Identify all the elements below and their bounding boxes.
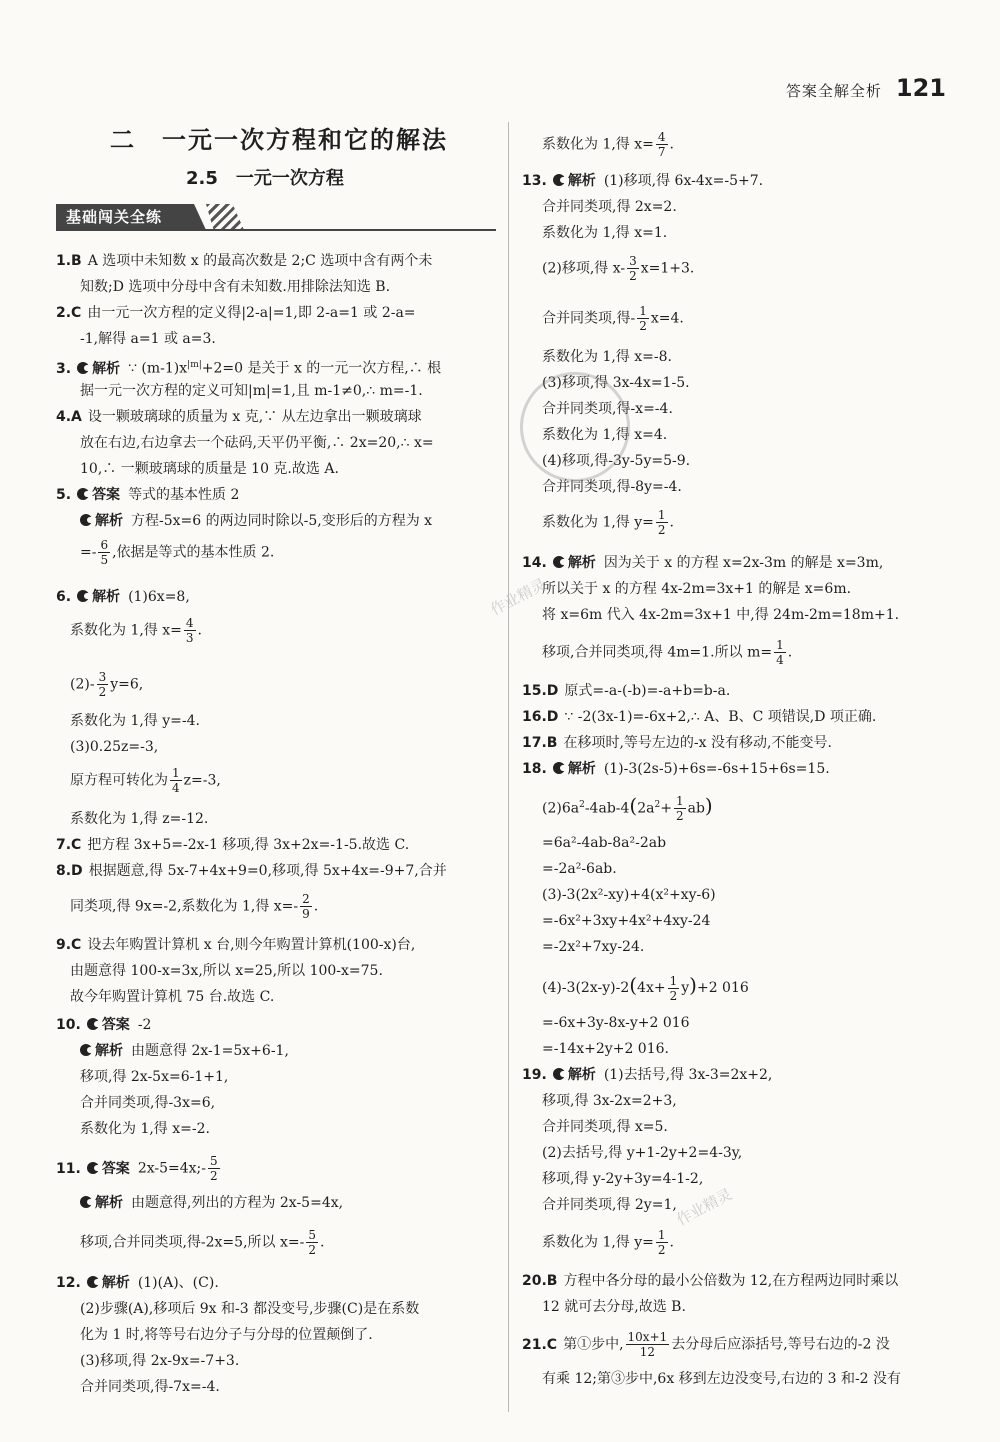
q2-text: 由一元一次方程的定义得|2-a|=1,即 2-a=1 或 2-a=: [87, 305, 416, 321]
q17-number: 17.B: [522, 735, 558, 751]
q5-answer-tag: 答案: [92, 487, 121, 503]
numerator: 10x+1: [627, 1330, 668, 1344]
q14-tail: .: [787, 644, 793, 661]
q18-line7: =-2x²+7xy-24.: [542, 939, 645, 955]
numerator: 1: [657, 1228, 666, 1242]
q9-line3: 故今年购置计算机 75 台.故选 C.: [70, 989, 275, 1005]
numerator: 5: [210, 1154, 218, 1168]
answer-icon: [87, 1018, 99, 1030]
q18-line1: [522, 756, 830, 782]
q18-l2d: +: [660, 800, 672, 817]
q7-number: 7.C: [56, 837, 82, 853]
numerator: 6: [100, 538, 109, 552]
q6-line5: (3)0.25z=-3,: [70, 739, 159, 755]
q6-l3-tail: y=6,: [110, 676, 144, 693]
denominator: 7: [657, 145, 666, 159]
paren-open: (: [629, 793, 638, 818]
page-number: 121: [895, 74, 946, 102]
q13-l4-tail: x=1+3.: [640, 260, 695, 277]
q5-line2: [80, 508, 432, 534]
q14-line2: 所以关于 x 的方程 4x-2m=3x+1 的解是 x=6m.: [542, 581, 852, 597]
page-header: [786, 74, 946, 102]
q3-number: 3.: [56, 360, 72, 377]
q11-tail: .: [319, 1234, 325, 1251]
fraction: [627, 254, 639, 283]
q18-l2e: ab: [687, 800, 705, 817]
q18-line10: =-14x+2y+2 016.: [542, 1041, 669, 1057]
q19-text: (1)去括号,得 3x-3=2x+2,: [603, 1067, 773, 1083]
q10-line5: 系数化为 1,得 x=-2.: [80, 1121, 210, 1137]
q18-l2a: (2)6a: [542, 800, 580, 817]
q12c-text: 系数化为 1,得 x=: [542, 136, 654, 153]
q20-line1: [522, 1268, 898, 1294]
banner-text: 基础闯关全练: [66, 208, 163, 226]
q6-l2-tail: .: [197, 622, 202, 639]
q5-text: 方程-5x=6 的两边同时除以-5,变形后的方程为 x: [131, 513, 433, 529]
fraction: [668, 974, 680, 1003]
q18-l2c: 2a: [637, 800, 655, 817]
paren-close: ): [689, 973, 697, 997]
q14-l4: 移项,合并同类项,得 4m=1.所以 m=: [542, 644, 773, 661]
fraction: [208, 1154, 220, 1183]
analysis-icon: [553, 174, 565, 186]
q19-line4: (2)去括号,得 y+1-2y+2=4-3y,: [542, 1145, 743, 1161]
q9-number: 9.C: [56, 937, 82, 953]
fraction: [306, 1228, 318, 1257]
analysis-icon: [80, 1196, 92, 1208]
q8-line1: [56, 858, 447, 884]
q19-number: 19.: [522, 1067, 547, 1083]
q7-text: 把方程 3x+5=-2x-1 移项,得 3x+2x=-1-5.故选 C.: [87, 837, 410, 853]
q8-text: 根据题意,得 5x-7+4x+9=0,移项,得 5x+4x=-9+7,合并: [88, 863, 447, 879]
q7-line1: [56, 832, 409, 858]
q8-l2: 同类项,得 9x=-2,系数化为 1,得 x=-: [70, 898, 299, 915]
q13-tag: 解析: [567, 173, 596, 189]
header-label: 答案全解全析: [785, 82, 882, 100]
q17-line1: [522, 730, 832, 756]
q18-text: (1)-3(2s-5)+6s=-6s+15+6s=15.: [603, 761, 830, 777]
q18-line8: [542, 972, 749, 1003]
q6-number: 6.: [56, 589, 72, 605]
analysis-icon: [77, 590, 89, 602]
denominator: 2: [657, 1243, 666, 1257]
q1-line2: 知数;D 选项中分母中含有未知数.用排除法知选 B.: [80, 279, 391, 295]
q13-l12: 系数化为 1,得 y=: [542, 514, 654, 531]
q19-line1: [522, 1062, 772, 1088]
q11-line1: [56, 1154, 222, 1183]
q21-line2: 有乘 12;第③步中,6x 移到左边没变号,右边的 3 和-2 没有: [542, 1371, 902, 1387]
q10-answer: -2: [137, 1017, 152, 1033]
q18-line6: =-6x²+3xy+4x²+4xy-24: [542, 913, 711, 929]
q16-line1: [522, 704, 876, 730]
denominator: 2: [675, 809, 684, 824]
fraction: [674, 794, 686, 823]
q6-line4: 系数化为 1,得 y=-4.: [70, 713, 200, 729]
q13-line8: 合并同类项,得-x=-4.: [542, 401, 673, 417]
denominator: 5: [100, 553, 109, 567]
chapter-title: 二 一元一次方程和它的解法: [110, 126, 448, 154]
q20-text: 方程中各分母的最小公倍数为 12,在方程两边同时乘以: [563, 1273, 899, 1289]
denominator: 2: [210, 1169, 218, 1183]
fraction: [98, 538, 110, 567]
q3-text-b: +2=0 是关于 x 的一元一次方程,∴ 根: [201, 360, 442, 377]
q11-text: 由题意得,列出的方程为 2x-5=4x,: [131, 1195, 344, 1211]
q13-line4: [542, 254, 694, 283]
analysis-icon: [553, 556, 565, 568]
numerator: 1: [657, 508, 666, 522]
q12-tag: 解析: [101, 1275, 130, 1291]
q19-line6: 合并同类项,得 2y=1,: [542, 1197, 677, 1213]
exponent: 2: [654, 800, 661, 810]
q13-number: 13.: [522, 173, 547, 189]
q13-line7: (3)移项,得 3x-4x=1-5.: [542, 375, 690, 391]
denominator: 9: [302, 907, 310, 921]
q8-line2: [70, 892, 318, 921]
q10-number: 10.: [56, 1017, 81, 1033]
analysis-icon: [87, 1276, 99, 1288]
q11-line3: [80, 1228, 324, 1257]
q5-number: 5.: [56, 487, 72, 503]
q3-exponent: |m|: [187, 360, 202, 370]
q18-l8c: y: [681, 980, 690, 996]
q14-line1: [522, 550, 883, 576]
q10-text: 由题意得 2x-1=5x+6-1,: [131, 1043, 289, 1059]
q11-line2: [80, 1190, 343, 1216]
fraction: [626, 1330, 670, 1359]
q2-line2: -1,解得 a=1 或 a=3.: [80, 331, 216, 347]
watermark-text: 作业精灵: [487, 574, 549, 619]
q18-number: 18.: [522, 761, 547, 777]
q21-a2: 去分母后应添括号,等号右边的-2 没: [671, 1336, 890, 1353]
q10-line3: 移项,得 2x-5x=6-1+1,: [80, 1069, 229, 1085]
analysis-icon: [553, 762, 565, 774]
numerator: 4: [657, 130, 666, 144]
q19-line2: 移项,得 3x-2x=2+3,: [542, 1093, 677, 1109]
q19-line7: [542, 1228, 674, 1257]
q12-line5: 合并同类项,得-7x=-4.: [80, 1379, 220, 1395]
denominator: 2: [669, 988, 678, 1003]
paren-open: (: [629, 973, 638, 997]
q15-number: 15.D: [522, 683, 559, 699]
column-divider: [508, 122, 509, 1412]
numerator: 1: [639, 304, 647, 318]
q6-l6-tail: z=-3,: [183, 772, 221, 789]
denominator: 2: [629, 269, 637, 283]
q12-cont: [542, 130, 674, 159]
q21-line1: [522, 1330, 890, 1359]
answer-icon: [77, 488, 89, 500]
q12-line4: (3)移项,得 2x-9x=-7+3.: [80, 1353, 240, 1369]
q15-line1: [522, 678, 730, 704]
q4-line3: 10,∴ 一颗玻璃球的质量是 10 克.故选 A.: [80, 461, 339, 477]
q6-line7: 系数化为 1,得 z=-12.: [70, 811, 209, 827]
q19-line5: 移项,得 y-2y+3y=4-1-2,: [542, 1171, 704, 1187]
q19-tag: 解析: [567, 1067, 596, 1083]
q19-tail: .: [669, 1234, 674, 1251]
watermark-text: 作业精灵: [673, 1184, 735, 1229]
q13-text: (1)移项,得 6x-4x=-5+7.: [603, 173, 764, 189]
q3-text-a: ∵ (m-1)x: [128, 360, 188, 377]
q13-line2: 合并同类项,得 2x=2.: [542, 199, 677, 215]
numerator: 3: [98, 670, 107, 684]
q18-line9: =-6x+3y-8x-y+2 016: [542, 1015, 690, 1031]
banner-underline: [56, 229, 496, 231]
banner-stripes: [206, 204, 244, 230]
q13-line3: 系数化为 1,得 x=1.: [542, 225, 668, 241]
q13-l4: (2)移项,得 x-: [542, 260, 626, 277]
q1-number: 1.B: [56, 253, 82, 269]
numerator: 4: [185, 616, 194, 630]
q18-l8a: (4)-3(2x-y)-2: [542, 980, 630, 996]
q4-text: 设一颗玻璃球的质量为 x 克,∵ 从左边拿出一颗玻璃球: [87, 409, 422, 425]
numerator: 5: [308, 1228, 316, 1242]
numerator: 2: [302, 892, 310, 906]
q20-number: 20.B: [522, 1273, 558, 1289]
q1-line1: [56, 248, 432, 274]
q9-line2: 由题意得 100-x=3x,所以 x=25,所以 100-x=75.: [70, 963, 383, 979]
q11-answer-tag: 答案: [101, 1160, 130, 1177]
denominator: 3: [185, 631, 194, 645]
q13-line6: 系数化为 1,得 x=-8.: [542, 349, 672, 365]
denominator: 4: [172, 781, 180, 795]
q2-line1: [56, 300, 416, 326]
q5-tail: ,依据是等式的基本性质 2.: [112, 544, 275, 561]
numerator: 1: [669, 973, 678, 988]
q6-text: (1)6x=8,: [128, 589, 190, 605]
q10-line1: [56, 1012, 151, 1038]
q14-tag: 解析: [567, 555, 596, 571]
q8-number: 8.D: [56, 863, 83, 879]
fraction: [97, 670, 109, 699]
fraction: [656, 1228, 668, 1257]
q5-analysis-tag: 解析: [95, 513, 123, 529]
fraction: [656, 130, 668, 159]
numerator: 1: [776, 638, 784, 652]
fraction: [170, 766, 182, 795]
q10-answer-tag: 答案: [101, 1017, 130, 1033]
q6-tag: 解析: [92, 589, 121, 605]
q13-line5: [542, 304, 684, 333]
q12-text: (1)(A)、(C).: [137, 1275, 219, 1291]
section-banner: [56, 204, 496, 230]
q20-line2: 12 就可去分母,故选 B.: [542, 1299, 686, 1315]
q9-line1: [56, 932, 415, 958]
q12-number: 12.: [56, 1275, 81, 1291]
q18-tag: 解析: [567, 761, 596, 777]
q4-line1: [56, 404, 422, 430]
section-title: 2.5 一元一次方程: [186, 168, 344, 189]
q5-line3: [80, 538, 274, 567]
q11-number: 11.: [56, 1160, 81, 1177]
q13-line10: (4)移项,得-3y-5y=5-9.: [542, 453, 691, 469]
fraction: [637, 304, 649, 333]
answer-icon: [87, 1162, 99, 1174]
q12-line3: 化为 1 时,将等号右边分子与分母的位置颠倒了.: [80, 1327, 373, 1343]
fraction: [656, 508, 668, 537]
q14-line3: 将 x=6m 代入 4x-2m=3x+1 中,得 24m-2m=18m+1.: [542, 607, 900, 623]
fraction: [774, 638, 786, 667]
q21-a1: 第①步中,: [563, 1336, 624, 1353]
denominator: 2: [98, 685, 107, 699]
numerator: 1: [675, 794, 684, 809]
q13-line1: [522, 168, 763, 194]
q18-line5: (3)-3(2x²-xy)+4(x²+xy-6): [542, 887, 716, 903]
q21-number: 21.C: [522, 1336, 558, 1353]
analysis-icon: [80, 1044, 92, 1056]
exponent: 2: [579, 800, 585, 810]
q16-number: 16.D: [522, 709, 559, 725]
q14-number: 14.: [522, 555, 547, 571]
q13-line9: 系数化为 1,得 x=4.: [542, 427, 668, 443]
q18-l8e: +2 016: [696, 980, 749, 996]
q17-text: 在移项时,等号左边的-x 没有移动,不能变号.: [563, 735, 832, 751]
q16-text: ∵ -2(3x-1)=-6x+2,∴ A、B、C 项错误,D 项正确.: [564, 709, 877, 725]
q8-tail: .: [313, 898, 319, 915]
q6-l3: (2)-: [70, 676, 95, 693]
q5-answer: 等式的基本性质 2: [128, 487, 240, 503]
denominator: 4: [776, 653, 784, 667]
q10-line2: [80, 1038, 289, 1064]
fraction: [300, 892, 312, 921]
q11-answer: 2x-5=4x;-: [137, 1160, 206, 1177]
q13-l5: 合并同类项,得-: [542, 310, 636, 327]
q1-text: A 选项中未知数 x 的最高次数是 2;C 选项中含有两个未: [87, 253, 433, 269]
analysis-icon: [80, 514, 92, 526]
q13-line12: [542, 508, 674, 537]
q5-line1: [56, 482, 239, 508]
q11-analysis-tag: 解析: [95, 1195, 123, 1211]
q6-line6: [70, 766, 221, 795]
q18-line4: =-2a²-6ab.: [542, 861, 617, 877]
q13-l12-tail: .: [669, 514, 674, 531]
q6-l6: 原方程可转化为: [70, 772, 168, 789]
q18-l2b: -4ab-4: [584, 800, 630, 817]
denominator: 12: [639, 1345, 656, 1359]
q10-analysis-tag: 解析: [95, 1043, 123, 1059]
analysis-icon: [553, 1068, 565, 1080]
q12c-tail: .: [669, 136, 674, 153]
q12-line1: [56, 1270, 219, 1296]
q4-number: 4.A: [56, 409, 82, 425]
q10-line4: 合并同类项,得-3x=6,: [80, 1095, 216, 1111]
q18-line3: =6a²-4ab-8a²-2ab: [542, 835, 667, 851]
q15-text: 原式=-a-(-b)=-a+b=b-a.: [564, 683, 731, 699]
q13-l5-tail: x=4.: [650, 310, 684, 327]
denominator: 2: [308, 1243, 316, 1257]
q11-l3: 移项,合并同类项,得-2x=5,所以 x=-: [80, 1234, 305, 1251]
q14-text: 因为关于 x 的方程 x=2x-3m 的解是 x=3m,: [603, 555, 884, 571]
numerator: 1: [172, 766, 180, 780]
q6-l2: 系数化为 1,得 x=: [70, 622, 182, 639]
q3-tag: 解析: [92, 360, 121, 377]
analysis-icon: [77, 362, 89, 374]
q4-line2: 放在右边,右边拿去一个砝码,天平仍平衡,∴ 2x=20,∴ x=: [80, 435, 434, 451]
q18-l8b: 4x+: [637, 980, 666, 996]
q12-line2: (2)步骤(A),移项后 9x 和-3 都没变号,步骤(C)是在系数: [80, 1301, 420, 1317]
denominator: 2: [639, 319, 647, 333]
q13-line11: 合并同类项,得-8y=-4.: [542, 479, 682, 495]
q2-number: 2.C: [56, 305, 82, 321]
q19-line3: 合并同类项,得 x=5.: [542, 1119, 668, 1135]
q5-eq: =-: [80, 544, 97, 561]
fraction: [184, 616, 196, 645]
q14-line4: [542, 638, 792, 667]
paren-close: ): [704, 793, 713, 818]
q3-line2: 据一元一次方程的定义可知|m|=1,且 m-1≠0,∴ m=-1.: [80, 383, 423, 399]
q6-line2: [70, 616, 202, 645]
q18-line2: [542, 792, 713, 823]
denominator: 2: [657, 523, 666, 537]
q6-line1: [56, 584, 190, 610]
q19-l7: 系数化为 1,得 y=: [542, 1234, 654, 1251]
q9-text: 设去年购置计算机 x 台,则今年购置计算机(100-x)台,: [87, 937, 416, 953]
numerator: 3: [629, 254, 637, 268]
q6-line3: [70, 670, 143, 699]
